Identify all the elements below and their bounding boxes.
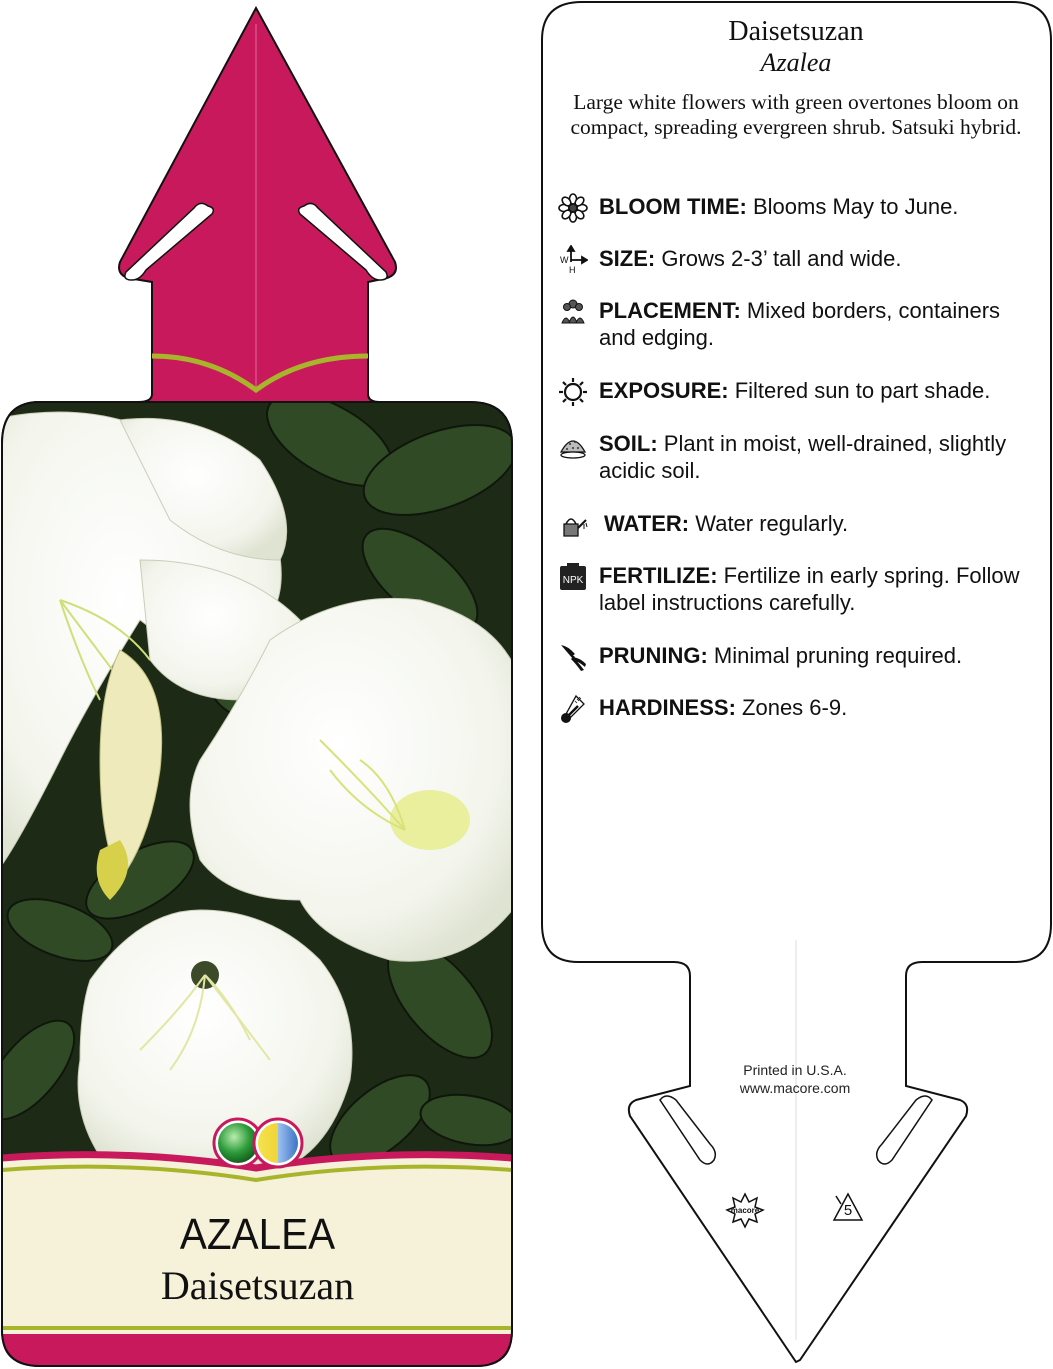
care-row-water — [558, 510, 1038, 570]
website-text: www.macore.com — [739, 1080, 851, 1096]
size-icon-w: W — [560, 255, 569, 265]
back-plant-name: Daisetsuzan — [728, 16, 864, 47]
front-cultivar-name: Daisetsuzan — [160, 1263, 355, 1308]
size-icon-h: H — [569, 265, 576, 275]
plant-description: Large white flowers with green overtones bloom on compact, spreading evergreen shrub. Satsuki hybrid. — [570, 90, 1022, 139]
care-label: PRUNING: — [599, 643, 708, 668]
care-row-size — [558, 245, 1038, 305]
macore-logo-text: macore — [730, 1206, 760, 1215]
flower-icon — [558, 193, 588, 223]
printed-in-text: Printed in U.S.A. — [743, 1062, 847, 1078]
care-label: SIZE: — [599, 246, 656, 271]
npk-label: NPK — [562, 575, 584, 586]
placement-icon — [558, 297, 588, 327]
size-icon — [558, 245, 588, 275]
care-label: BLOOM TIME: — [599, 194, 747, 219]
sun-icon — [558, 377, 588, 407]
care-value: Minimal pruning required. — [713, 643, 963, 668]
care-row-pruning — [558, 642, 1038, 702]
care-value: Filtered sun to part shade. — [734, 378, 991, 403]
care-value: Water regularly. — [695, 511, 849, 536]
care-label: HARDINESS: — [599, 695, 736, 720]
care-value: Mixed borders, containers and edging. — [599, 298, 1001, 350]
soil-icon — [558, 430, 588, 460]
care-value: Blooms May to June. — [753, 194, 959, 219]
care-row-fertilize — [558, 562, 1038, 622]
back-genus-name: Azalea — [760, 48, 832, 77]
care-value: Grows 2-3’ tall and wide. — [661, 246, 902, 271]
fertilizer-icon — [558, 562, 588, 592]
care-label: EXPOSURE: — [599, 378, 729, 403]
care-row-hardiness — [558, 694, 1038, 754]
care-label: FERTILIZE: — [599, 563, 718, 588]
front-title: AZALEA — [179, 1210, 336, 1259]
care-value: Zones 6-9. — [742, 695, 848, 720]
care-value: Fertilize in early spring. Follow label instructions carefully. — [599, 563, 1020, 615]
thermometer-icon — [558, 694, 588, 724]
care-row-exposure — [558, 377, 1038, 437]
pruners-icon — [558, 642, 588, 672]
care-label: PLACEMENT: — [599, 298, 741, 323]
care-row-placement — [558, 297, 1038, 357]
care-row-bloom-time — [558, 193, 1038, 253]
care-label: WATER: — [604, 511, 690, 536]
watering-can-icon — [558, 510, 588, 540]
recycle-code: 5 — [843, 1202, 853, 1219]
care-value: Plant in moist, well-drained, slightly acidic soil. — [599, 431, 1007, 483]
care-row-soil — [558, 430, 1038, 490]
care-label: SOIL: — [599, 431, 658, 456]
